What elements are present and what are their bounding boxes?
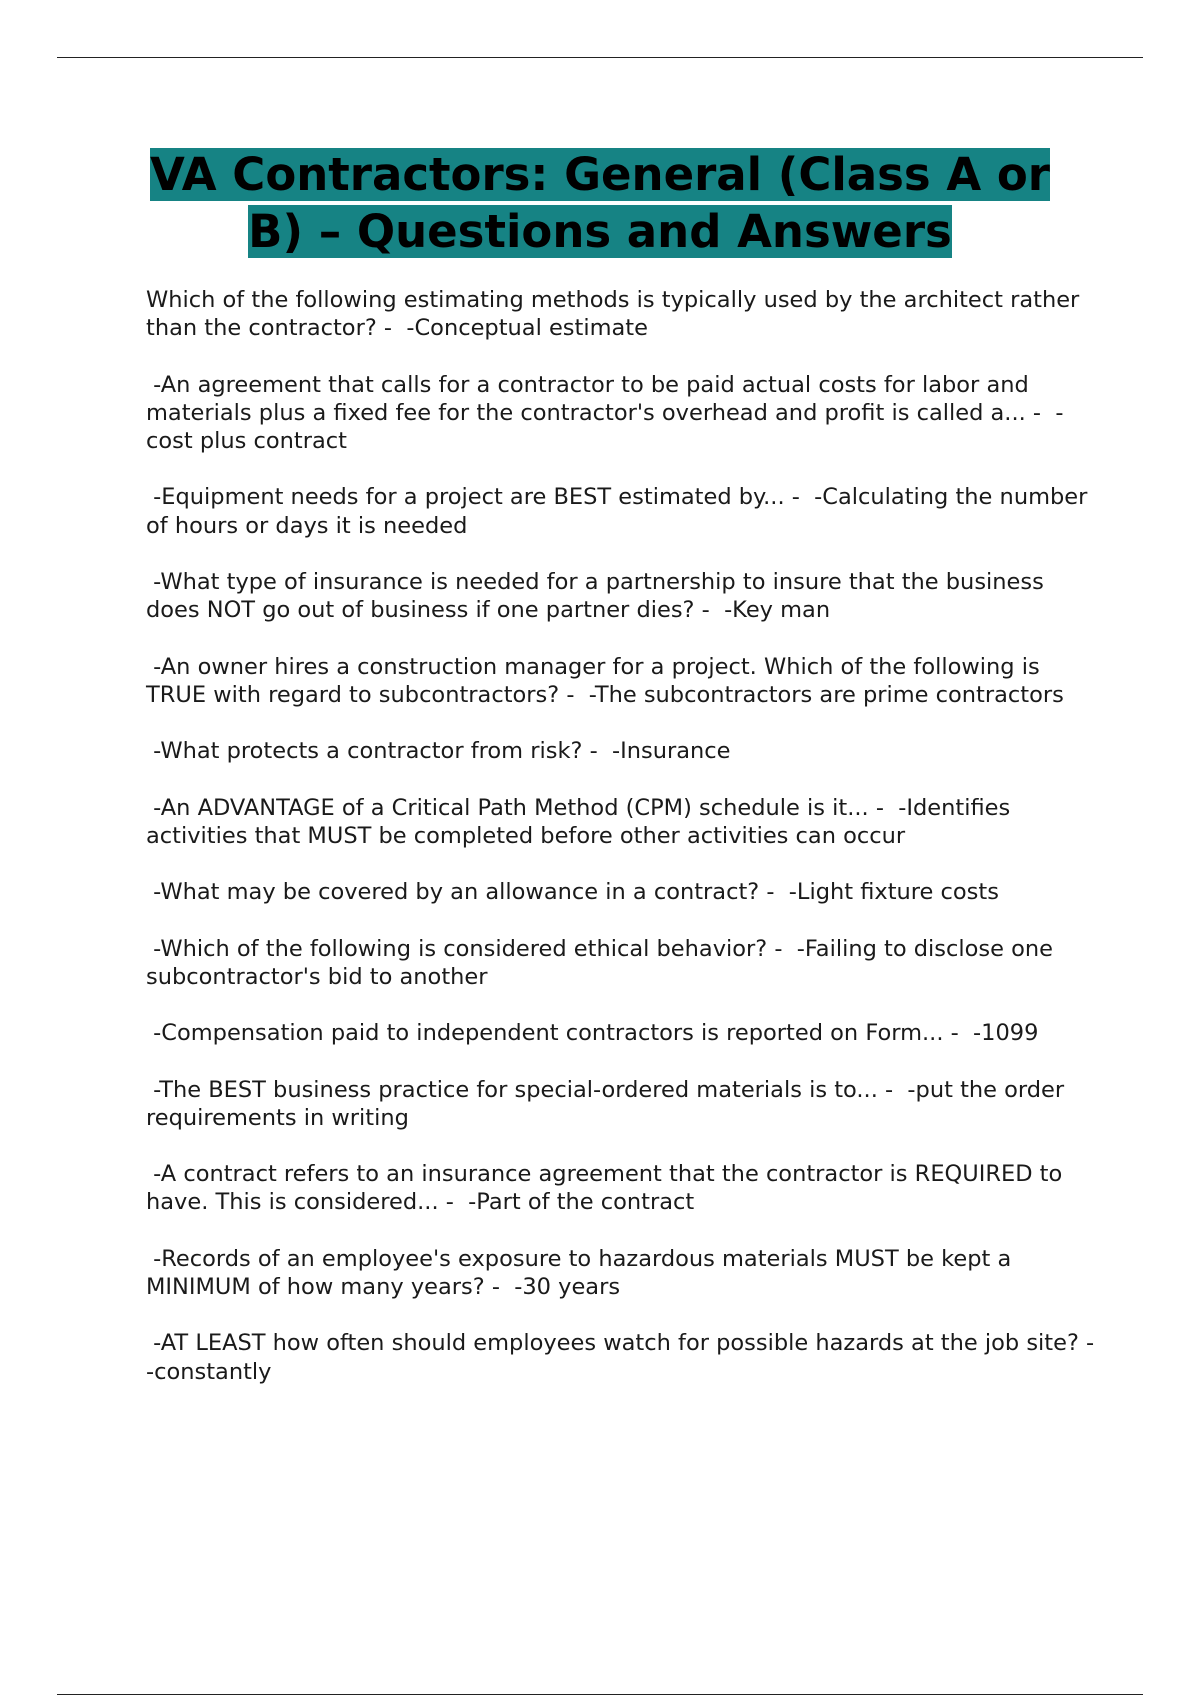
qa-item: -Records of an employee's exposure to hazardous materials MUST be kept a MINIMUM of how many years? - -30 years <box>146 1245 1019 1300</box>
qa-item: -A contract refers to an insurance agreement that the contractor is REQUIRED to have. This is considered... - -Part of the contract <box>146 1161 1070 1216</box>
document-title: VA Contractors: General (Class A or B) – Questions and Answers <box>150 148 1050 258</box>
qa-item: -The BEST business practice for special-ordered materials is to... - -put the order requirements in writing <box>146 1076 1072 1131</box>
qa-item: -Equipment needs for a project are BEST estimated by... - -Calculating the number of hours or days it is needed <box>146 484 1095 539</box>
top-rule <box>57 57 1143 58</box>
qa-item: -An owner hires a construction manager for a project. Which of the following is TRUE with regard to subcontractors? - -The subcontractors are prime contractors <box>146 653 1064 708</box>
qa-item: -Which of the following is considered ethical behavior? - -Failing to disclose one subcontractor's bid to another <box>146 935 1061 990</box>
qa-item: -An ADVANTAGE of a Critical Path Method (CPM) schedule is it... - -Identifies activities that MUST be completed before other activities can occur <box>146 794 1018 849</box>
qa-item: -AT LEAST how often should employees watch for possible hazards at the job site? - -constantly <box>146 1330 1109 1385</box>
bottom-rule <box>57 1694 1143 1695</box>
qa-item: -What may be covered by an allowance in a contract? - -Light fixture costs <box>146 879 999 906</box>
qa-item: -Compensation paid to independent contractors is reported on Form... - -1099 <box>146 1020 1039 1047</box>
qa-item: -What type of insurance is needed for a partnership to insure that the business does NOT go out of business if one partner dies? - -Key man <box>146 568 1051 624</box>
title-block <box>120 146 1080 260</box>
qa-item: Which of the following estimating methods is typically used by the architect rather than the contractor? - -Conceptual estimate <box>146 287 1087 342</box>
qa-list <box>146 286 1109 1414</box>
qa-item: -What protects a contractor from risk? - -Insurance <box>146 738 731 765</box>
qa-item: -An agreement that calls for a contractor to be paid actual costs for labor and materials plus a fixed fee for the contractor's overhead and profit is called a... - -cost plus contract <box>146 371 1064 454</box>
